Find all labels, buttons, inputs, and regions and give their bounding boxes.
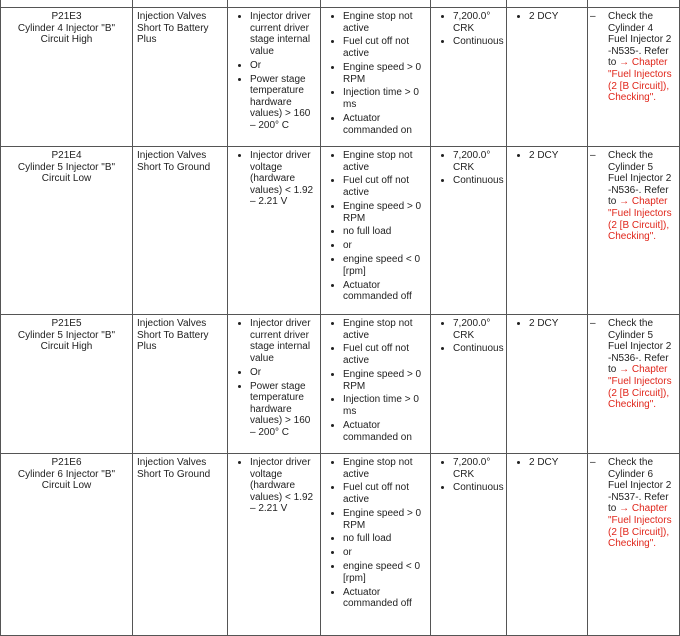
condition-item: • Injector driver current driver stage internal value bbox=[250, 11, 316, 57]
repair-action bbox=[590, 318, 675, 411]
chapter-link[interactable]: → Chapter "Fuel Injectors (2 [B Circuit]), Checking". bbox=[608, 364, 672, 411]
enable-criterion-list bbox=[325, 318, 426, 443]
repair-action bbox=[590, 457, 675, 550]
condition-item: • Injector driver voltage (hardware values) < 1.92 – 2.21 V bbox=[250, 150, 316, 208]
enable-criterion-item: • Engine stop not active bbox=[343, 457, 426, 480]
enable-criterion-item: • Actuator commanded on bbox=[343, 113, 426, 136]
conditions-cell bbox=[228, 8, 321, 147]
repair-action-cell bbox=[588, 454, 680, 636]
dash-marker: – bbox=[590, 457, 596, 468]
error-type-cell bbox=[133, 0, 228, 8]
conditions-cell bbox=[228, 0, 321, 8]
enable-criterion-item: • Injection time > 0 ms bbox=[343, 394, 426, 417]
mil-item: • 2 DCY bbox=[529, 457, 583, 469]
dtc-code: P21E4 bbox=[51, 150, 82, 161]
dtc-description: Circuit High bbox=[40, 341, 93, 353]
table-row bbox=[1, 0, 680, 8]
time-required-list bbox=[435, 11, 502, 48]
enable-criterion-item: • Engine speed > 0 RPM bbox=[343, 508, 426, 531]
chapter-link[interactable]: → Chapter "Fuel Injectors (2 [B Circuit]), Checking". bbox=[608, 57, 672, 104]
dtc-cell bbox=[1, 454, 133, 636]
repair-text: Check the Cylinder 6 Fuel Injector 2 -N537-. Refer to bbox=[608, 457, 672, 515]
conditions-cell bbox=[228, 454, 321, 636]
mil-item: • 2 DCY bbox=[529, 11, 583, 23]
enable-criterion-item: • Fuel cut off not active bbox=[343, 175, 426, 198]
error-type: Injection Valves Short To Ground bbox=[137, 457, 211, 480]
mil-list bbox=[511, 457, 583, 469]
time-required-cell bbox=[431, 315, 507, 454]
enable-criteria-cell bbox=[321, 0, 431, 8]
dash-marker: – bbox=[590, 11, 596, 22]
enable-criteria-cell bbox=[321, 8, 431, 147]
enable-criteria-cell bbox=[321, 315, 431, 454]
dtc-cell bbox=[1, 0, 133, 8]
repair-action-cell bbox=[588, 8, 680, 147]
repair-action-cell bbox=[588, 0, 680, 8]
dtc-code: P21E6 bbox=[51, 457, 82, 468]
enable-criterion-item: • no full load bbox=[343, 226, 426, 238]
enable-criterion-item: • Fuel cut off not active bbox=[343, 343, 426, 366]
time-required-list bbox=[435, 318, 502, 355]
enable-criterion-item: • Injection time > 0 ms bbox=[343, 87, 426, 110]
condition-item: • Or bbox=[250, 367, 316, 379]
repair-text: Check the Cylinder 4 Fuel Injector 2 -N535-. Refer to bbox=[608, 11, 672, 69]
repair-text-wrap bbox=[608, 457, 675, 550]
repair-text: Check the Cylinder 5 Fuel Injector 2 -N536-. Refer to bbox=[608, 318, 672, 376]
error-type-cell bbox=[133, 454, 228, 636]
error-type-cell bbox=[133, 147, 228, 315]
table-row bbox=[1, 8, 680, 147]
mil-item: • 2 DCY bbox=[529, 318, 583, 330]
enable-criterion-item: • Engine speed > 0 RPM bbox=[343, 201, 426, 224]
condition-item: • Injector driver current driver stage internal value bbox=[250, 318, 316, 364]
mil-list bbox=[511, 11, 583, 23]
dash-marker: – bbox=[590, 318, 596, 329]
condition-item: • Power stage temperature hardware values) > 160 – 200° C bbox=[250, 74, 316, 132]
enable-criterion-item: • or bbox=[343, 240, 426, 252]
condition-item: • Injector driver voltage (hardware values) < 1.92 – 2.21 V bbox=[250, 457, 316, 515]
repair-action bbox=[590, 150, 675, 243]
enable-criterion-item: • Fuel cut off not active bbox=[343, 36, 426, 59]
mil-cell bbox=[507, 8, 588, 147]
enable-criterion-item: • engine speed < 0 [rpm] bbox=[343, 254, 426, 277]
enable-criterion-item: • Fuel cut off not active bbox=[343, 482, 426, 505]
dtc-table-body bbox=[1, 0, 680, 636]
time-required-cell bbox=[431, 454, 507, 636]
time-required-item: • Continuous bbox=[453, 343, 502, 355]
mil-cell bbox=[507, 0, 588, 8]
dtc-description: Cylinder 5 Injector "B" bbox=[17, 161, 116, 173]
conditions-cell bbox=[228, 315, 321, 454]
enable-criterion-item: • Engine speed > 0 RPM bbox=[343, 62, 426, 85]
enable-criteria-cell bbox=[321, 454, 431, 636]
table-row bbox=[1, 147, 680, 315]
repair-text-wrap bbox=[608, 318, 675, 411]
repair-action-cell bbox=[588, 147, 680, 315]
mil-list bbox=[511, 318, 583, 330]
enable-criterion-item: • Actuator commanded off bbox=[343, 587, 426, 610]
enable-criterion-item: • Engine stop not active bbox=[343, 150, 426, 173]
mil-item: • 2 DCY bbox=[529, 150, 583, 162]
repair-action bbox=[590, 11, 675, 104]
enable-criterion-item: • Engine stop not active bbox=[343, 11, 426, 34]
repair-text: Check the Cylinder 5 Fuel Injector 2 -N536-. Refer to bbox=[608, 150, 672, 208]
error-type-cell bbox=[133, 8, 228, 147]
enable-criterion-item: • Engine stop not active bbox=[343, 318, 426, 341]
condition-list bbox=[232, 150, 316, 208]
repair-action-cell bbox=[588, 315, 680, 454]
mil-cell bbox=[507, 454, 588, 636]
error-type: Injection Valves Short To Battery Plus bbox=[137, 11, 209, 46]
dtc-description: Cylinder 6 Injector "B" bbox=[17, 468, 116, 480]
condition-list bbox=[232, 11, 316, 132]
error-type-cell bbox=[133, 315, 228, 454]
enable-criterion-item: • no full load bbox=[343, 533, 426, 545]
dtc-cell bbox=[1, 147, 133, 315]
chapter-link[interactable]: → Chapter "Fuel Injectors (2 [B Circuit]), Checking". bbox=[608, 196, 672, 243]
chapter-link[interactable]: → Chapter "Fuel Injectors (2 [B Circuit]), Checking". bbox=[608, 503, 672, 550]
repair-text-wrap bbox=[608, 150, 675, 243]
enable-criteria-cell bbox=[321, 147, 431, 315]
table-row bbox=[1, 315, 680, 454]
repair-text-wrap bbox=[608, 11, 675, 104]
error-type: Injection Valves Short To Ground bbox=[137, 150, 211, 173]
dtc-description: Circuit High bbox=[40, 34, 93, 46]
enable-criterion-list bbox=[325, 11, 426, 136]
condition-item: • Power stage temperature hardware values) > 160 – 200° C bbox=[250, 381, 316, 439]
dtc-description: Cylinder 4 Injector "B" bbox=[17, 22, 116, 34]
condition-list bbox=[232, 318, 316, 439]
dtc-description: Circuit Low bbox=[41, 480, 92, 492]
time-required-item: • Continuous bbox=[453, 175, 502, 187]
enable-criterion-item: • or bbox=[343, 547, 426, 559]
time-required-cell bbox=[431, 147, 507, 315]
mil-cell bbox=[507, 315, 588, 454]
dtc-code: P21E5 bbox=[51, 318, 82, 329]
dtc-description: Cylinder 5 Injector "B" bbox=[17, 329, 116, 341]
enable-criterion-item: • engine speed < 0 [rpm] bbox=[343, 561, 426, 584]
time-required-item: • 7,200.0° CRK bbox=[453, 318, 502, 341]
enable-criterion-item: • Actuator commanded on bbox=[343, 420, 426, 443]
time-required-item: • 7,200.0° CRK bbox=[453, 150, 502, 173]
dtc-cell bbox=[1, 8, 133, 147]
time-required-item: • Continuous bbox=[453, 36, 502, 48]
mil-cell bbox=[507, 147, 588, 315]
time-required-cell bbox=[431, 8, 507, 147]
time-required-list bbox=[435, 457, 502, 494]
dtc-cell bbox=[1, 315, 133, 454]
enable-criterion-item: • Actuator commanded off bbox=[343, 280, 426, 303]
mil-list bbox=[511, 150, 583, 162]
enable-criterion-list bbox=[325, 457, 426, 610]
time-required-item: • 7,200.0° CRK bbox=[453, 457, 502, 480]
dtc-description: Circuit Low bbox=[41, 173, 92, 185]
conditions-cell bbox=[228, 147, 321, 315]
enable-criterion-item: • Engine speed > 0 RPM bbox=[343, 369, 426, 392]
condition-list bbox=[232, 457, 316, 515]
dtc-code: P21E3 bbox=[51, 11, 82, 22]
condition-item: • Or bbox=[250, 60, 316, 72]
enable-criterion-list bbox=[325, 150, 426, 303]
dash-marker: – bbox=[590, 150, 596, 161]
error-type: Injection Valves Short To Battery Plus bbox=[137, 318, 209, 353]
time-required-cell bbox=[431, 0, 507, 8]
time-required-item: • 7,200.0° CRK bbox=[453, 11, 502, 34]
table-row bbox=[1, 454, 680, 636]
time-required-item: • Continuous bbox=[453, 482, 502, 494]
time-required-list bbox=[435, 150, 502, 187]
